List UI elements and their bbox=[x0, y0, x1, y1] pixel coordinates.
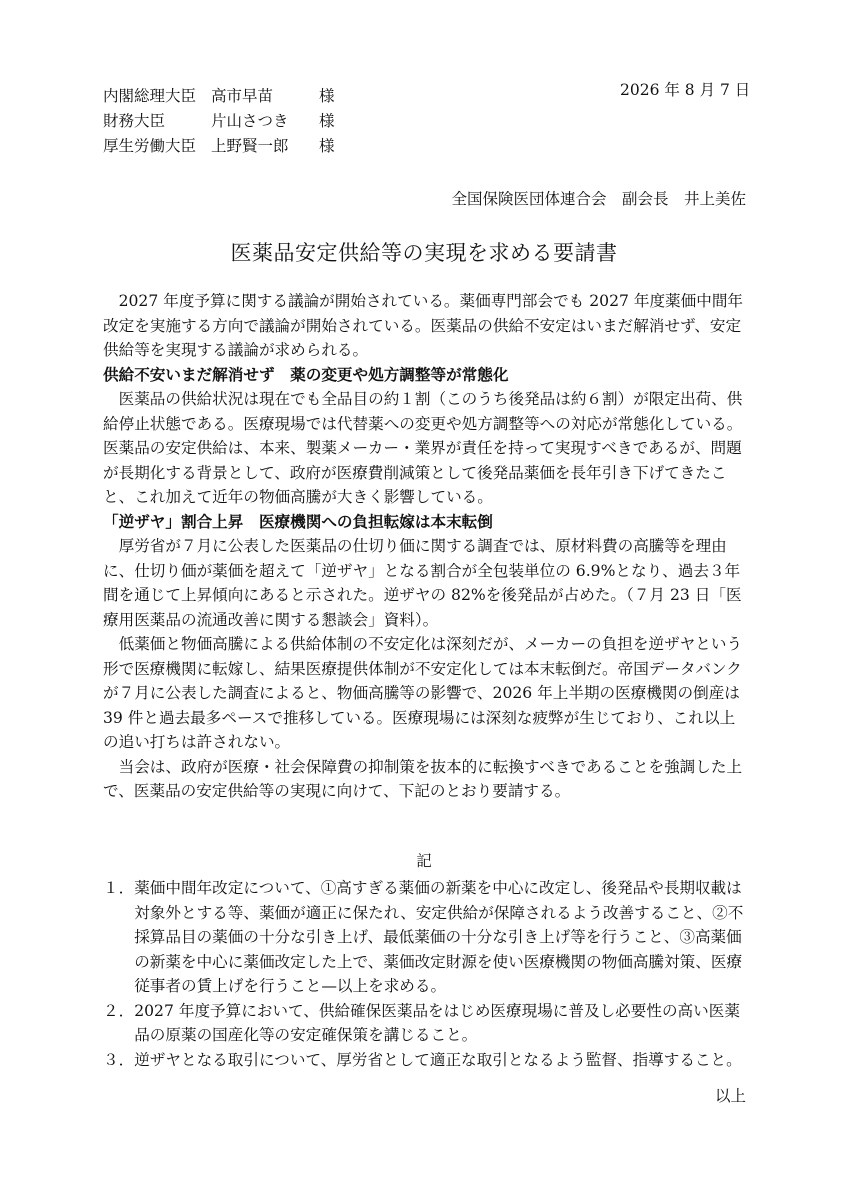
list-text: 薬価中間年改定について、①高すぎる薬価の新薬を中心に改定し、後発品や長期収載は対象外とする等、薬価が適正に保たれ、安定供給が保障されるよう改善すること、②不採算品目の薬価の十分な引き上げ、最低薬価の十分な引き上げ等を行うこと、③高薬価の新薬を中心に薬価改定した上で、薬価改定財源を使い医療機関の物価高騰対策、医療従事者の賃上げを行うこと—以上を求める。 bbox=[134, 879, 744, 995]
honorific: 様 bbox=[319, 112, 335, 130]
document-title: 医薬品安定供給等の実現を求める要請書 bbox=[230, 241, 618, 265]
list-text: 逆ザヤとなる取引について、厚労省として適正な取引となるよう監督、指導すること。 bbox=[134, 1050, 742, 1069]
addressee-role: 内閣総理大臣 bbox=[103, 87, 197, 105]
list-number: １． bbox=[103, 879, 135, 897]
addressee-name: 高市早苗 bbox=[211, 87, 274, 105]
section-heading-negative-margin: 「逆ザヤ」割合上昇 医療機関への負担転嫁は本末転倒 bbox=[103, 512, 493, 531]
list-item bbox=[103, 999, 748, 1048]
body-paragraph: 低薬価と物価高騰による供給体制の不安定化は深刻だが、メーカーの負担を逆ザヤという形で医療機関に転嫁し、結果医療提供体制が不安定化しては本末転倒だ。帝国データバンクが７月に公表した調査によると、物価高騰等の影響で、2026 年上半期の医療機関の倒産は 39 件と過去最多ペースで推移している。医療現場には深刻な疲弊が生じており、これ以上の追い打ちは許されない。 bbox=[103, 635, 743, 751]
addressee-line-1 bbox=[103, 84, 335, 106]
section-heading-supply: 供給不安いまだ解消せず 薬の変更や処方調整等が常態化 bbox=[103, 365, 509, 384]
ki-marker: 記 bbox=[416, 852, 432, 870]
closing-mark: 以上 bbox=[714, 1087, 746, 1105]
body-paragraph: 厚労省が７月に公表した医薬品の仕切り価に関する調査では、原材料費の高騰等を理由に、仕切り価が薬価を超えて「逆ザヤ」となる割合が全包装単位の 6.9%となり、過去３年間を通じて上昇傾向にあると示された。逆ザヤの 82%を後発品が占めた。（７月 23 日「医療用医薬品の流通改善に関する懇談会」資料）。 bbox=[103, 537, 742, 629]
list-number: ３． bbox=[103, 1050, 135, 1069]
document-body bbox=[103, 289, 748, 804]
body-paragraph: 当会は、政府が医療・社会保障費の抑制策を抜本的に転換すべきであることを強調した上で、医薬品の安定供給等の実現に向けて、下記のとおり要請する。 bbox=[103, 757, 743, 800]
list-number: ２． bbox=[103, 1001, 135, 1020]
list-item bbox=[103, 1048, 748, 1073]
body-paragraph: 医薬品の供給状況は現在でも全品目の約１割（このうち後発品は約６割）が限定出荷、供給停止状態である。医療現場では代替薬への変更や処方調整等への対応が常態化している。 bbox=[103, 390, 743, 433]
addressee-line-2 bbox=[103, 109, 335, 131]
request-list bbox=[103, 876, 748, 1072]
honorific: 様 bbox=[319, 137, 335, 155]
document-date: 2026 年 8 月 7 日 bbox=[620, 81, 751, 99]
addressee-role: 厚生労働大臣 bbox=[103, 137, 197, 155]
intro-paragraph: 2027 年度予算に関する議論が開始されている。薬価専門部会でも 2027 年度薬価中間年改定を実施する方向で議論が開始されている。医薬品の供給不安定はいまだ解消せず、安定供給等を実現する議論が求められる。 bbox=[103, 292, 744, 359]
honorific: 様 bbox=[319, 87, 335, 105]
sender: 全国保険医団体連合会 副会長 井上美佐 bbox=[451, 190, 746, 208]
list-item bbox=[103, 876, 748, 999]
addressee-line-3 bbox=[103, 134, 335, 156]
addressee-name: 片山さつき bbox=[211, 112, 289, 130]
addressee-role: 財務大臣 bbox=[103, 112, 166, 130]
addressee-name: 上野賢一郎 bbox=[211, 137, 289, 155]
body-paragraph: 医薬品の安定供給は、本来、製薬メーカー・業界が責任を持って実現すべきであるが、問題が長期化する背景として、政府が医療費削減策として後発品薬価を長年引き下げてきたこと、これ加えて近年の物価高騰が大きく影響している。 bbox=[103, 439, 742, 506]
list-text: 2027 年度予算において、供給確保医薬品をはじめ医療現場に普及し必要性の高い医薬品の原薬の国産化等の安定確保策を講じること。 bbox=[134, 1001, 740, 1044]
